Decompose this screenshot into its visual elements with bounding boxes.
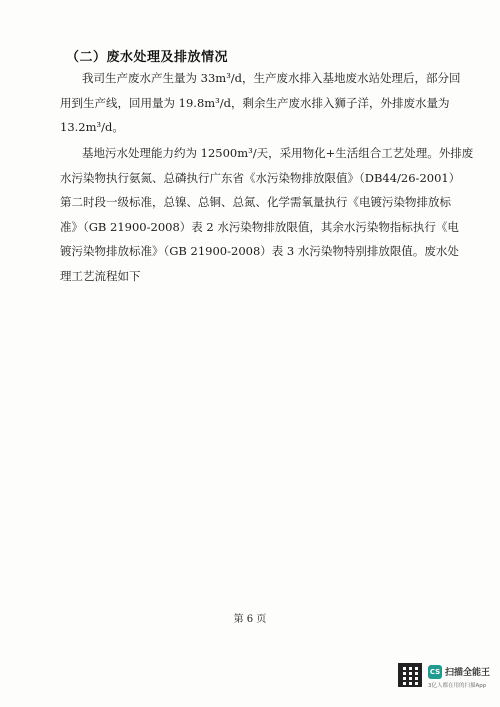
scanner-brand-tagline: 3亿人都在用的扫描App bbox=[428, 683, 487, 689]
paragraph-treatment-standards bbox=[60, 141, 474, 288]
paragraph-line: 理工艺流程如下 bbox=[60, 268, 141, 283]
camscanner-logo-icon: CS bbox=[428, 665, 442, 679]
paragraph-line: 用到生产线，回用量为 19.8m³/d，剩余生产废水排入狮子洋，外排废水量为 bbox=[60, 95, 450, 110]
paragraph-line: 基地污水处理能力约为 12500m³/天，采用物化+生活组合工艺处理。外排废 bbox=[82, 146, 474, 160]
scanner-watermark bbox=[398, 661, 494, 699]
page-number: 第 6 页 bbox=[233, 614, 267, 625]
paragraph-line: 水污染物执行氨氮、总磷执行广东省《水污染物排放限值》（DB44/26-2001） bbox=[60, 170, 461, 185]
paragraph-line: 准》（GB 21900-2008）表 2 水污染物排放限值，其余水污染物指标执行《电 bbox=[60, 219, 459, 234]
paragraph-line: 我司生产废水产生量为 33m³/d，生产废水排入基地废水站处理后，部分回 bbox=[82, 71, 461, 85]
paragraph-line: 第二时段一级标准，总镍、总铜、总氮、化学需氧量执行《电镀污染物排放标 bbox=[60, 195, 451, 209]
section-heading: （二）废水处理及排放情况 bbox=[66, 50, 229, 65]
paragraph-wastewater-volume bbox=[60, 66, 461, 140]
paragraph-line: 13.2m³/d。 bbox=[60, 120, 124, 134]
scanner-brand-name: 扫描全能王 bbox=[445, 668, 491, 678]
paragraph-line: 镀污染物排放标准》（GB 21900-2008）表 3 水污染物特别排放限值。废水处 bbox=[60, 244, 459, 258]
qr-code-icon bbox=[398, 663, 422, 687]
